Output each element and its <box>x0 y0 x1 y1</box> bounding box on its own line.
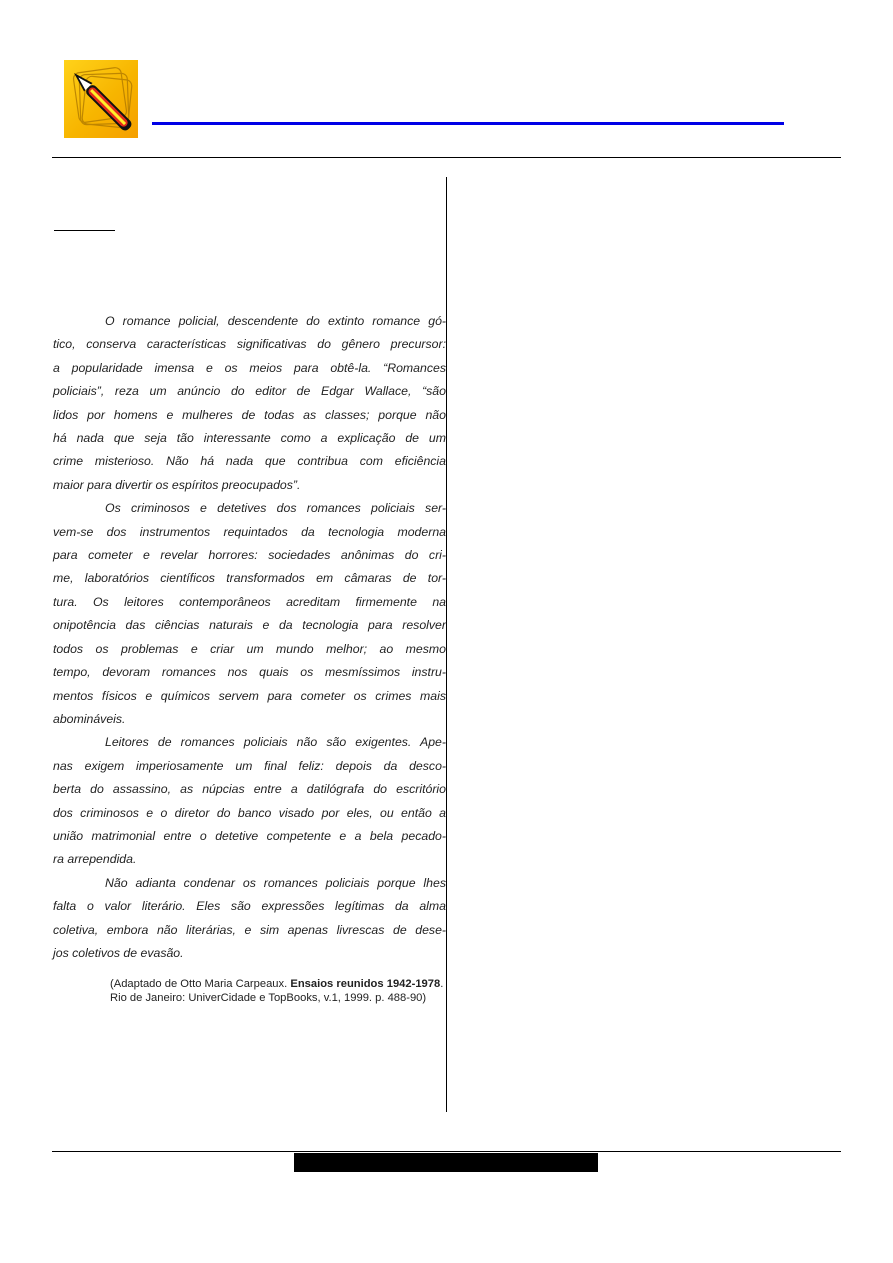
reading-passage <box>53 310 446 965</box>
citation-author: (Adaptado de Otto Maria Carpeaux. <box>110 978 291 990</box>
passage-line: Não adianta condenar os romances policiais porque lhes <box>105 875 446 890</box>
passage-line: maior para divertir os espíritos preocupados”. <box>53 477 301 492</box>
title-underline <box>54 230 115 231</box>
paragraph-2 <box>53 497 446 731</box>
passage-line: coletiva, embora não literárias, e sim apenas livrescas de dese- <box>53 922 446 937</box>
passage-line: tico, conserva características significativas do gênero precursor: <box>53 337 446 352</box>
passage-line: Leitores de romances policiais não são exigentes. Ape- <box>105 735 446 750</box>
pencil-notes-icon <box>64 60 138 138</box>
passage-line: lidos por homens e mulheres de todas as classes; porque não <box>53 407 446 422</box>
passage-line: berta do assassino, as núpcias entre a datilógrafa do escritório <box>53 782 446 797</box>
passage-line: mentos físicos e químicos servem para cometer os crimes mais <box>53 688 446 703</box>
paragraph-3 <box>53 731 446 871</box>
citation-book-title: Ensaios reunidos 1942-1978 <box>290 978 441 990</box>
passage-line: vem-se dos instrumentos requintados da tecnologia moderna <box>53 524 446 539</box>
footer-redacted-bar <box>294 1153 598 1172</box>
citation-punctuation: . <box>440 978 444 990</box>
passage-line: me, laboratórios científicos transformados em câmaras de tor- <box>53 571 446 586</box>
passage-line: ra arrependida. <box>53 852 137 867</box>
passage-line: todos os problemas e criar um mundo melhor; ao mesmo <box>53 641 446 656</box>
passage-line: Os criminosos e detetives dos romances policiais ser- <box>105 501 446 516</box>
passage-line: união matrimonial entre o detetive competente e a bela pecado- <box>53 828 446 843</box>
paragraph-4 <box>53 872 446 966</box>
passage-line: tura. Os leitores contemporâneos acreditam firmemente na <box>53 594 446 609</box>
passage-line: O romance policial, descendente do extinto romance gó- <box>105 314 446 328</box>
column-divider <box>446 177 447 1112</box>
passage-line: dos criminosos e o diretor do banco visado por eles, ou então a <box>53 805 446 820</box>
passage-line: crime misterioso. Não há nada que contribua com eficiência <box>53 454 446 469</box>
source-citation <box>110 977 446 1005</box>
header-accent-line <box>152 122 784 125</box>
citation-line-1 <box>110 977 446 991</box>
passage-line: jos coletivos de evasão. <box>53 945 184 960</box>
header-divider <box>52 157 841 158</box>
passage-line: para cometer e revelar horrores: sociedades anônimas do cri- <box>53 548 446 563</box>
passage-line: nas exigem imperiosamente um final feliz: depois da desco- <box>53 758 446 773</box>
passage-line: onipotência das ciências naturais e da tecnologia para resolver <box>53 618 446 633</box>
citation-line-2: Rio de Janeiro: UniverCidade e TopBooks, v.1, 1999. p. 488-90) <box>110 992 427 1004</box>
passage-line: policiais”, reza um anúncio do editor de Edgar Wallace, “são <box>53 384 446 399</box>
passage-line: tempo, devoram romances nos quais os mesmíssimos instru- <box>53 665 446 680</box>
passage-line: a popularidade imensa e os meios para obtê-la. “Romances <box>53 360 446 375</box>
paragraph-1 <box>53 310 446 497</box>
footer-divider <box>52 1151 841 1152</box>
passage-line: há nada que seja tão interessante como a explicação de um <box>53 431 446 446</box>
passage-line: falta o valor literário. Eles são expressões legítimas da alma <box>53 899 446 914</box>
passage-line: abomináveis. <box>53 711 126 726</box>
